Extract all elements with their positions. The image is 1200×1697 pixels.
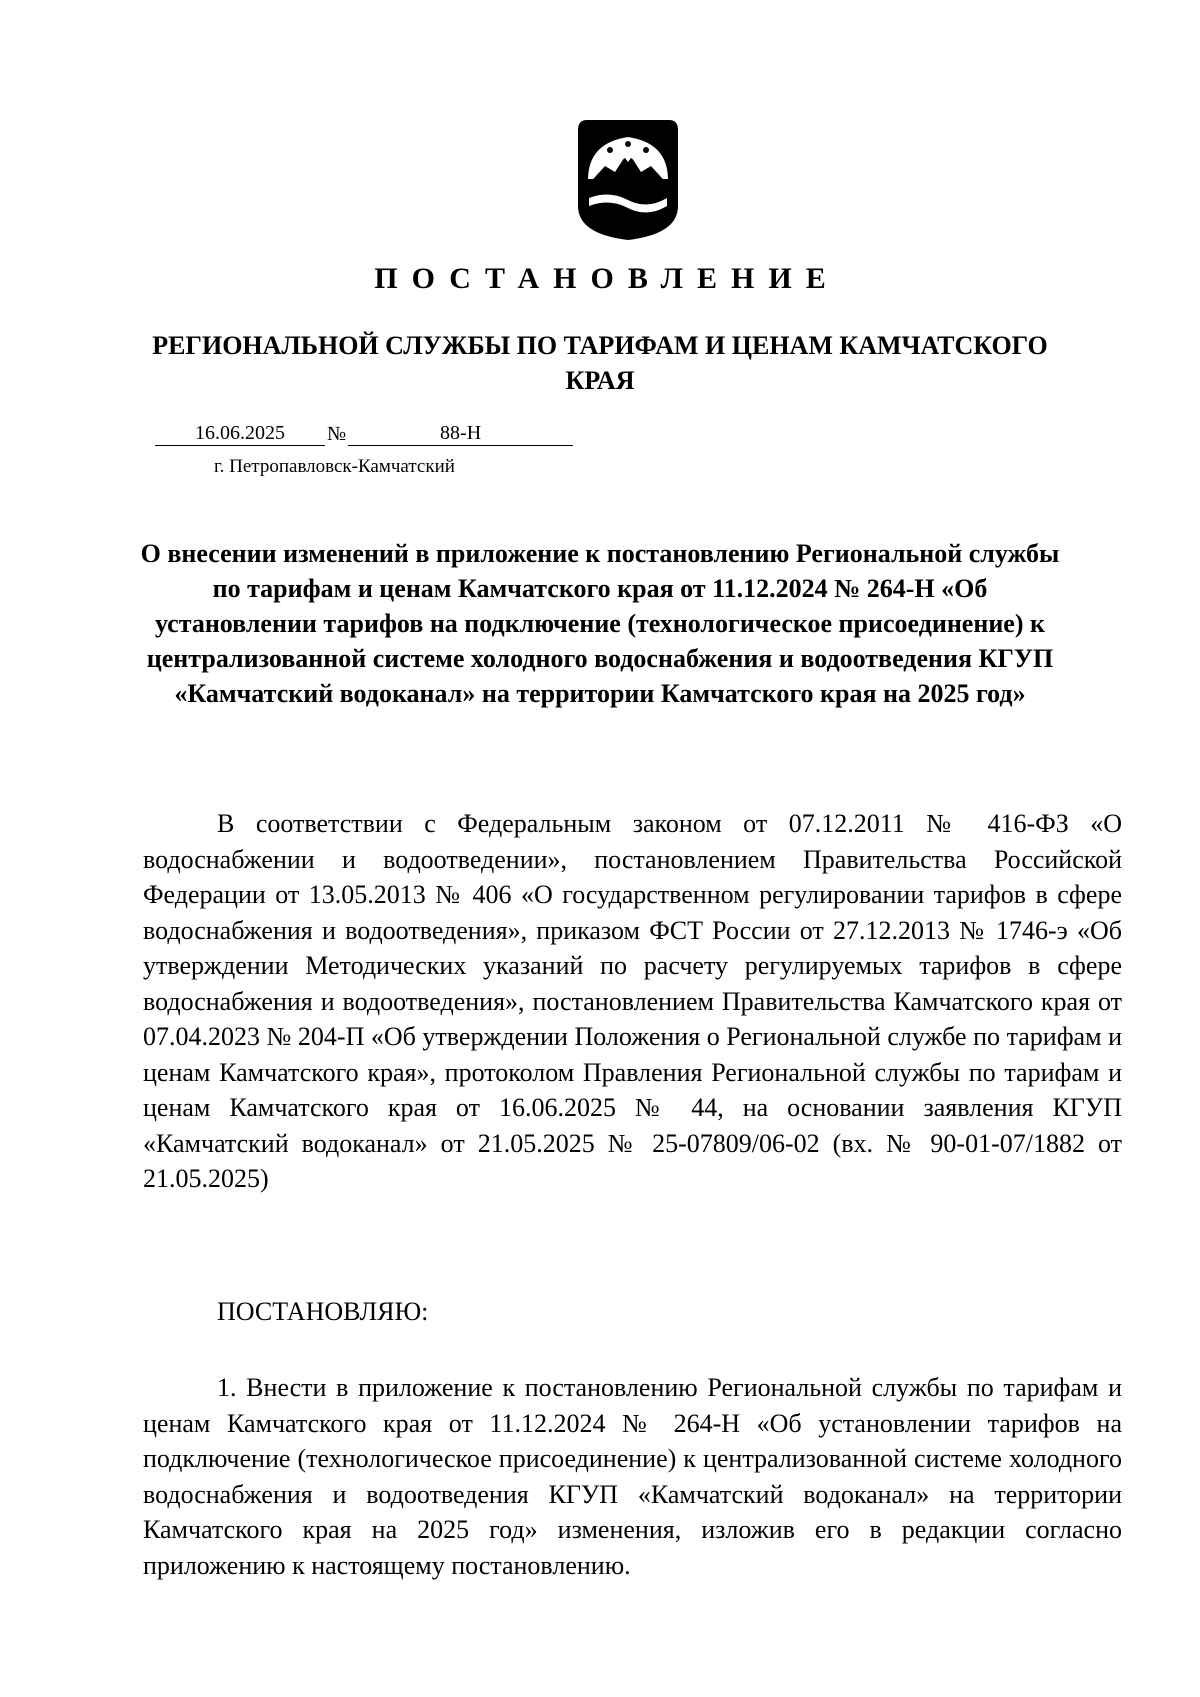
document-meta <box>155 420 573 446</box>
document-type: ПОСТАНОВЛЕНИЕ <box>374 262 840 295</box>
preamble-paragraph: В соответствии с Федеральным законом от 07.12.2011 № 416-ФЗ «О водоснабжении и водоотведении», постановлением Правительства Российской Федерации от 13.05.2013 № 406 «О государственном регулировании тарифов в сфере водоснабжения и водоотведения», приказом ФСТ России от 27.12.2013 № 1746-э «Об утверждении Методических указаний по расчету регулируемых тарифов в сфере водоснабжения и водоотведения», постановлением Правительства Камчатского края от 07.04.2023 № 204-П «Об утверждении Положения о Региональной службе по тарифам и ценам Камчатского края», протоколом Правления Региональной службы по тарифам и ценам Камчатского края от 16.06.2025 № 44, на основании заявления КГУП «Камчатский водоканал» от 21.05.2025 № 25-07809/06-02 (вх. № 90-01-07/1882 от 21.05.2025) <box>143 809 1122 1193</box>
organization-name: РЕГИОНАЛЬНОЙ СЛУЖБЫ ПО ТАРИФАМ И ЦЕНАМ КАМЧАТСКОГО КРАЯ <box>152 331 1048 395</box>
item-1-paragraph: 1. Внести в приложение к постановлению Региональной службы по тарифам и ценам Камчатского края от 11.12.2024 № 264-Н «Об установлении тарифов на подключение (технологическое присоединение) к централизованной системе холодного водоснабжения и водоотведения КГУП «Камчатский водоканал» на территории Камчатского края на 2025 год» изменения, изложив его в редакции согласно приложению к настоящему постановлению. <box>143 1373 1122 1580</box>
number-sign: № <box>327 423 347 445</box>
document-number: 88-Н <box>348 422 573 446</box>
document-heading: О внесении изменений в приложение к постановлению Региональной службы по тарифам и ценам Камчатского края от 11.12.2024 № 264-Н «Об установлении тарифов на подключение (технологическое присоединение) к централизованной системе холодного водоснабжения и водоотведения КГУП «Камчатский водоканал» на территории Камчатского края на 2025 год» <box>140 539 1060 708</box>
city-name: г. Петропавловск-Камчатский <box>214 456 455 477</box>
document-date: 16.06.2025 <box>155 422 325 446</box>
decree-word: ПОСТАНОВЛЯЮ: <box>217 1297 429 1326</box>
coat-of-arms-icon <box>575 110 681 242</box>
